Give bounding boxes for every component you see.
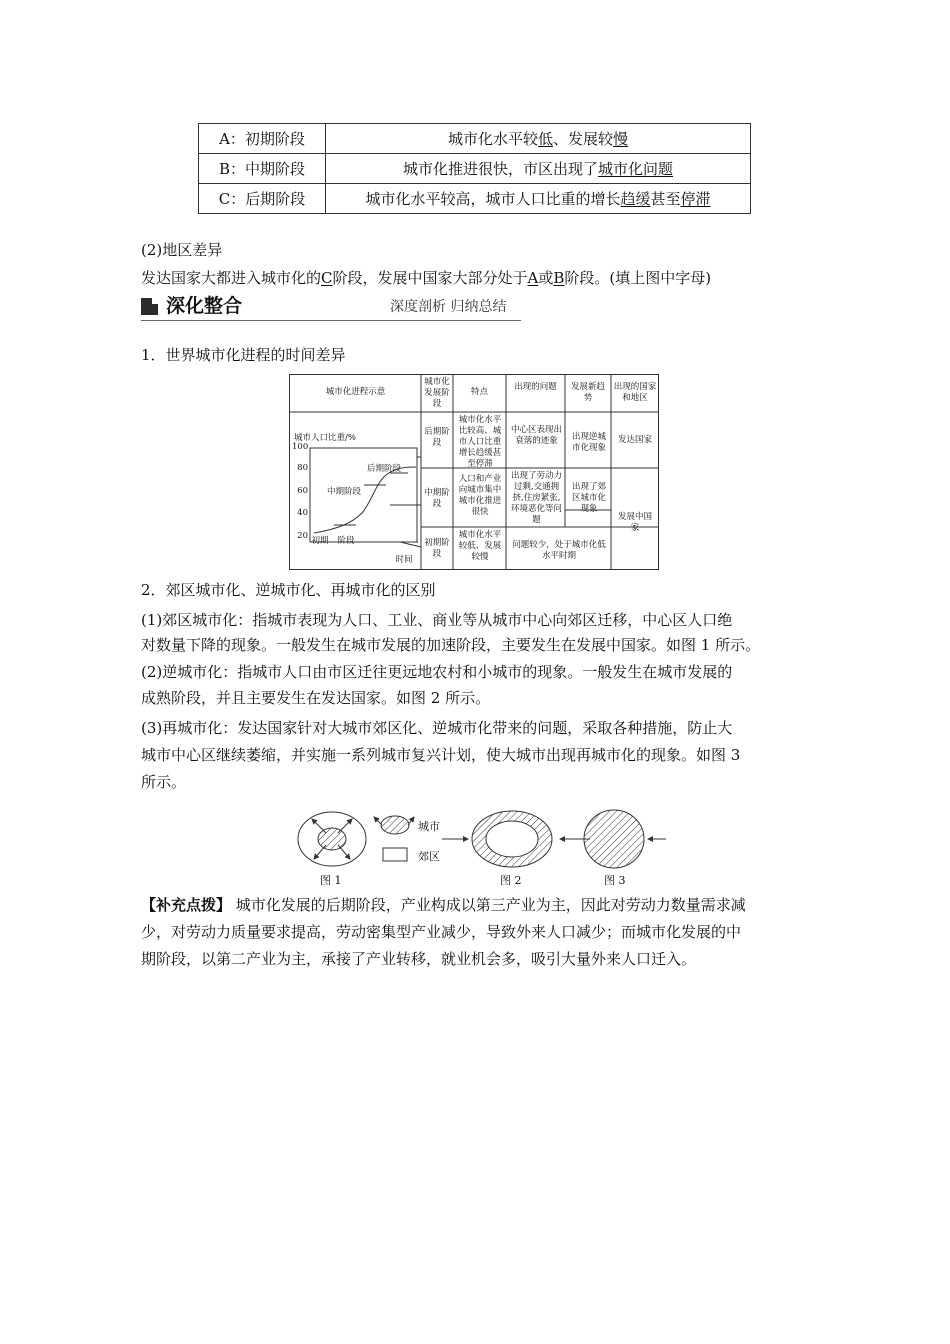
figure-2-diagram	[472, 811, 552, 867]
stage-cell: A：初期阶段	[199, 124, 326, 154]
paragraph-line: (1)郊区城市化：指城市表现为人口、工业、商业等从城市中心向郊区迁移，中心区人口绝	[141, 611, 733, 629]
chart-ytick: 60	[297, 486, 308, 496]
table-row	[199, 184, 751, 214]
chart-label: 后期阶段	[366, 464, 401, 474]
chart-xlabel: 时间	[395, 555, 413, 565]
paragraph-line: 所示。	[141, 773, 187, 791]
header-cell: 发展新趋势	[570, 382, 605, 403]
figure-3-diagram	[584, 810, 644, 868]
region-cell: 发达国家	[617, 435, 652, 445]
chart-ytick: 20	[297, 531, 308, 541]
legend-suburb-label: 郊区	[418, 850, 440, 863]
stage-cell: B：中期阶段	[199, 154, 326, 184]
problem-cell: 出现了劳动力过剩,交通拥挤,住房紧张,环境恶化等问题	[510, 471, 562, 525]
regional-heading: (2)地区差异	[141, 241, 223, 259]
problem-cell: 中心区表现出衰落的迹象	[510, 425, 562, 446]
problem-cell: 问题较少，处于城市化低水平时期	[512, 540, 606, 561]
feature-cell: 城市化水平比较高、城市人口比重增长趋缓甚至停滞	[458, 415, 502, 469]
chart-ylabel: 城市人口比重/%	[294, 433, 356, 443]
legend-city-label: 城市	[418, 820, 440, 833]
table-row	[199, 154, 751, 184]
header-cell: 特点	[470, 387, 488, 397]
supplement-line: 期阶段，以第二产业为主，承接了产业转移，就业机会多，吸引大量外来人口迁入。	[141, 950, 697, 968]
section-title: 深化整合	[166, 295, 243, 317]
paragraph-line: 对数量下降的现象。一般发生在城市发展的加速阶段，主要发生在发展中国家。如图 1 所示。	[141, 636, 761, 654]
item-1-heading: 1．世界城市化进程的时间差异	[141, 346, 346, 364]
stage-label: 中期阶段	[424, 488, 450, 509]
paragraph-line: 城市中心区继续萎缩，并实施一系列城市复兴计划，使大城市出现再城市化的现象。如图 3	[141, 746, 741, 764]
supplement-line: 【补充点拨】 城市化发展的后期阶段，产业构成以第三产业为主，因此对劳动力数量需求减	[141, 896, 746, 914]
chart-ytick: 100	[292, 442, 309, 452]
stage-table	[198, 123, 751, 214]
regional-paragraph: 发达国家大都进入城市化的C阶段，发展中国家大部分处于A或B阶段。(填上图中字母)	[141, 269, 712, 287]
supplement-line: 少，对劳动力质量要求提高，劳动密集型产业减少，导致外来人口减少；而城市化发展的中	[141, 923, 742, 941]
chart-ytick: 40	[297, 508, 308, 518]
desc-cell: 城市化水平较低、发展较慢	[326, 124, 751, 154]
supplement-tag: 【补充点拨】	[141, 896, 232, 914]
legend	[374, 816, 414, 861]
section-subtitle: 深度剖析 归纳总结	[390, 299, 507, 315]
header-cell: 城市化发展阶段	[424, 377, 450, 409]
figure-caption: 图 2	[500, 874, 522, 887]
urbanization-figure-table	[289, 374, 659, 570]
paragraph-line: 成熟阶段，并且主要发生在发达国家。如图 2 所示。	[141, 689, 491, 707]
header-cell: 城市化进程示意	[325, 387, 386, 397]
header-cell: 出现的国家和地区	[613, 382, 657, 403]
figure-1-diagram	[298, 812, 366, 866]
trend-cell: 出现了郊区城市化现象	[571, 482, 606, 514]
item-2-heading: 2．郊区城市化、逆城市化、再城市化的区别	[141, 581, 436, 599]
stage-label: 初期阶段	[424, 538, 450, 559]
feature-cell: 城市化水平较低、发展较慢	[458, 530, 502, 562]
paragraph-line: (3)再城市化：发达国家针对大城市郊区化、逆城市化带来的问题，采取各种措施，防止大	[141, 719, 733, 737]
figure-caption: 图 3	[604, 874, 626, 887]
trend-cell: 出现逆城市化现象	[571, 432, 606, 453]
chart-label: 中期阶段	[326, 487, 361, 497]
stage-cell: C：后期阶段	[199, 184, 326, 214]
chart-ytick: 80	[297, 463, 308, 473]
chart-label: 初期	[311, 536, 329, 546]
region-cell: 发展中国家	[617, 512, 652, 533]
figure-caption: 图 1	[320, 874, 342, 887]
section-divider	[141, 320, 521, 321]
desc-cell: 城市化水平较高，城市人口比重的增长趋缓甚至停滞	[326, 184, 751, 214]
section-marker-icon	[141, 298, 158, 315]
table-row	[199, 124, 751, 154]
stage-label: 后期阶段	[424, 427, 450, 448]
desc-cell: 城市化推进很快，市区出现了城市化问题	[326, 154, 751, 184]
paragraph-line: (2)逆城市化：指城市人口由市区迁往更远地农村和小城市的现象。一般发生在城市发展的	[141, 663, 733, 681]
header-cell: 出现的问题	[514, 382, 557, 392]
feature-cell: 人口和产业向城市集中城市化推进很快	[458, 474, 502, 517]
chart-label: 阶段	[337, 536, 355, 546]
